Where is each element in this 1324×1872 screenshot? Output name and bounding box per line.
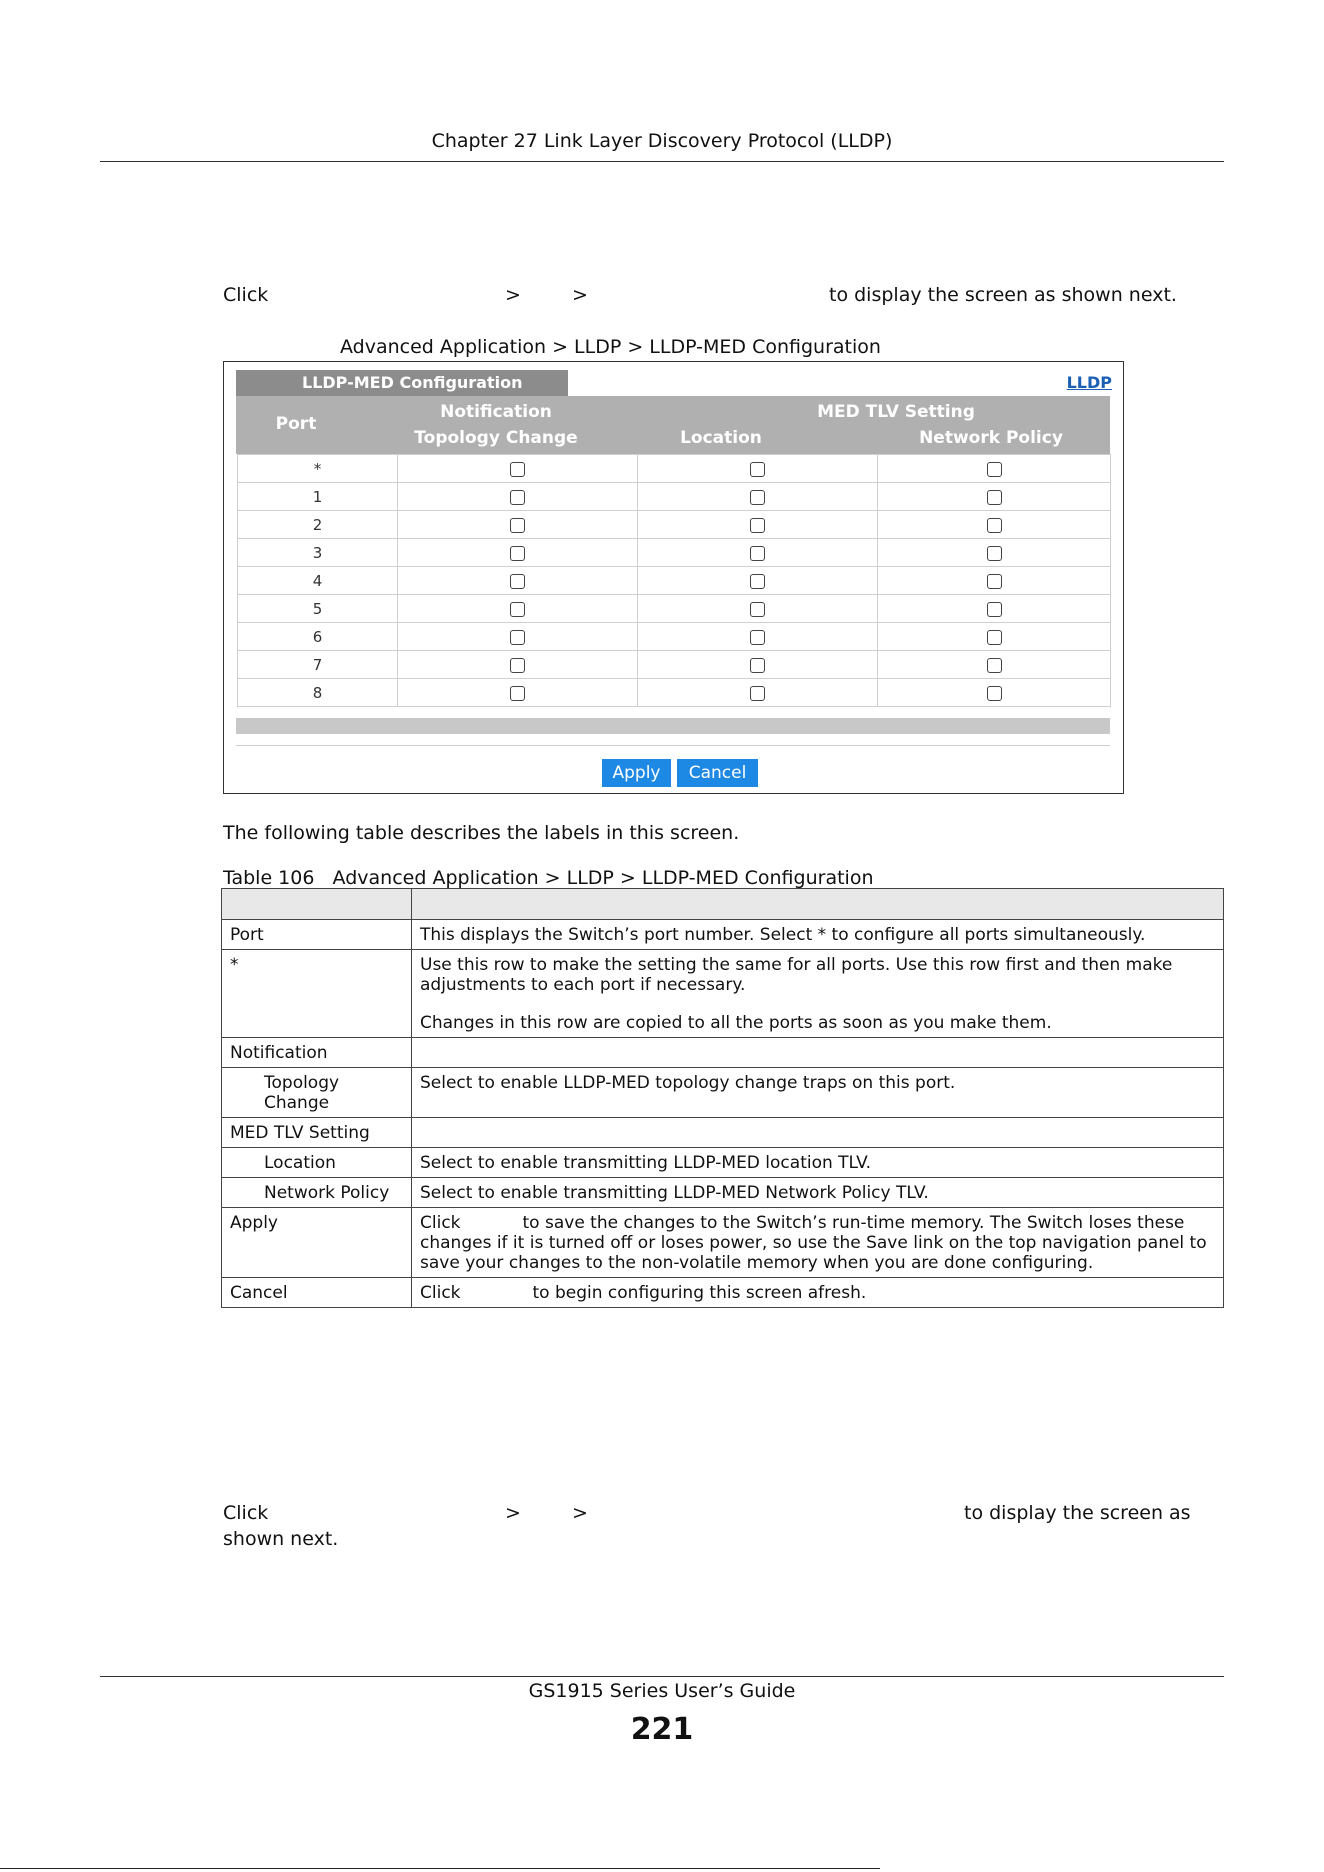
chapter-header: Chapter 27 Link Layer Discovery Protocol (LLDP) — [431, 130, 893, 152]
footer-guide: GS1915 Series User’s Guide — [528, 1680, 796, 1702]
table-row — [222, 1038, 1224, 1068]
table-row — [222, 1208, 1224, 1278]
desc-text: to begin configuring this screen afresh. — [532, 1283, 867, 1303]
col-topology-change: Topology Change — [414, 428, 578, 448]
table-row — [222, 1178, 1224, 1208]
footer-rule — [100, 1676, 1224, 1677]
table-row — [222, 950, 1224, 1038]
location-checkbox[interactable] — [750, 490, 765, 505]
location-checkbox[interactable] — [750, 630, 765, 645]
network-policy-checkbox[interactable] — [987, 630, 1002, 645]
table-row — [238, 483, 1111, 511]
port-cell: 3 — [238, 539, 398, 567]
desc-cell — [412, 950, 1224, 1038]
lldp-link[interactable]: LLDP — [1066, 373, 1112, 392]
location-checkbox[interactable] — [750, 518, 765, 533]
network-policy-checkbox[interactable] — [987, 518, 1002, 533]
desc-cell: This displays the Switch’s port number. Select * to configure all ports simultaneously. — [412, 920, 1224, 950]
label-cell: Notification — [222, 1038, 412, 1068]
location-checkbox[interactable] — [750, 686, 765, 701]
port-cell: * — [238, 455, 398, 483]
intro1-rest: to display the screen as shown next. — [829, 284, 1177, 306]
desc-paragraph: Use this row to make the setting the same for all ports. Use this row first and then make adjustments to each port if necessary. — [420, 955, 1173, 995]
intro2-sep2: > — [572, 1502, 588, 1524]
label-cell: Topology Change — [222, 1068, 412, 1118]
intro2-line2: shown next. — [223, 1528, 339, 1550]
location-checkbox[interactable] — [750, 658, 765, 673]
gui-table-footer — [236, 718, 1110, 734]
desc-cell — [412, 1118, 1224, 1148]
bottom-rule — [0, 1868, 880, 1869]
location-checkbox[interactable] — [750, 574, 765, 589]
tab-lldp-med-configuration[interactable]: LLDP-MED Configuration — [236, 370, 568, 396]
figure-title: Advanced Application > LLDP > LLDP-MED Configuration — [340, 336, 881, 358]
topology-checkbox[interactable] — [510, 546, 525, 561]
table-row — [238, 623, 1111, 651]
network-policy-checkbox[interactable] — [987, 574, 1002, 589]
table-row — [222, 1068, 1224, 1118]
desc-cell: Select to enable LLDP-MED topology change traps on this port. — [412, 1068, 1224, 1118]
network-policy-checkbox[interactable] — [987, 462, 1002, 477]
network-policy-checkbox[interactable] — [987, 658, 1002, 673]
location-checkbox[interactable] — [750, 546, 765, 561]
gui-separator — [236, 745, 1110, 746]
label-cell: MED TLV Setting — [222, 1118, 412, 1148]
group-med-tlv-setting: MED TLV Setting — [817, 402, 975, 422]
port-cell: 2 — [238, 511, 398, 539]
apply-button[interactable]: Apply — [602, 759, 671, 787]
header-rule — [100, 161, 1224, 162]
network-policy-checkbox[interactable] — [987, 686, 1002, 701]
location-checkbox[interactable] — [750, 462, 765, 477]
table-row — [238, 511, 1111, 539]
topology-checkbox[interactable] — [510, 574, 525, 589]
table-intro: The following table describes the labels in this screen. — [223, 822, 740, 844]
description-table — [221, 888, 1224, 1308]
page-number: 221 — [630, 1712, 694, 1747]
label-cell: Apply — [222, 1208, 412, 1278]
topology-checkbox[interactable] — [510, 630, 525, 645]
label-cell: Port — [222, 920, 412, 950]
table-row — [222, 1118, 1224, 1148]
label-cell: Location — [222, 1148, 412, 1178]
port-cell: 6 — [238, 623, 398, 651]
table-header-row — [222, 889, 1224, 920]
topology-checkbox[interactable] — [510, 518, 525, 533]
table-caption: Table 106 Advanced Application > LLDP > LLDP-MED Configuration — [223, 867, 874, 889]
desc-click: Click — [420, 1283, 461, 1303]
intro1-click: Click — [223, 284, 269, 306]
gui-port-table — [237, 454, 1111, 707]
network-policy-checkbox[interactable] — [987, 546, 1002, 561]
intro2-click: Click — [223, 1502, 269, 1524]
table-row — [238, 567, 1111, 595]
port-cell: 8 — [238, 679, 398, 707]
desc-click: Click — [420, 1213, 461, 1233]
topology-checkbox[interactable] — [510, 602, 525, 617]
desc-cell: Select to enable transmitting LLDP-MED Network Policy TLV. — [412, 1178, 1224, 1208]
topology-checkbox[interactable] — [510, 658, 525, 673]
table-row — [238, 595, 1111, 623]
port-cell: 5 — [238, 595, 398, 623]
desc-cell — [412, 1038, 1224, 1068]
desc-cell: Select to enable transmitting LLDP-MED location TLV. — [412, 1148, 1224, 1178]
desc-text: to save the changes to the Switch’s run-time memory. The Switch loses these changes if it is turned off or loses power, so use the Save link on the top navigation panel to save your changes to the non-volatile memory when you are done configuring. — [420, 1213, 1207, 1273]
port-cell: 1 — [238, 483, 398, 511]
port-cell: 4 — [238, 567, 398, 595]
intro2-sep1: > — [505, 1502, 521, 1524]
location-checkbox[interactable] — [750, 602, 765, 617]
cancel-button[interactable]: Cancel — [677, 759, 758, 787]
table-row — [238, 455, 1111, 483]
label-cell: Cancel — [222, 1278, 412, 1308]
desc-cell — [412, 1278, 1224, 1308]
intro1-sep1: > — [505, 284, 521, 306]
table-row — [238, 651, 1111, 679]
intro2-rest: to display the screen as — [964, 1502, 1191, 1524]
network-policy-checkbox[interactable] — [987, 602, 1002, 617]
topology-checkbox[interactable] — [510, 462, 525, 477]
col-location: Location — [680, 428, 762, 448]
col-network-policy: Network Policy — [919, 428, 1063, 448]
desc-cell — [412, 1208, 1224, 1278]
col-port: Port — [275, 414, 317, 434]
table-row — [222, 1148, 1224, 1178]
table-row — [222, 1278, 1224, 1308]
topology-checkbox[interactable] — [510, 686, 525, 701]
desc-paragraph: Changes in this row are copied to all the ports as soon as you make them. — [420, 1013, 1052, 1033]
topology-checkbox[interactable] — [510, 490, 525, 505]
gui-table-header — [236, 396, 1110, 454]
intro1-sep2: > — [572, 284, 588, 306]
table-row — [238, 679, 1111, 707]
label-cell: Network Policy — [222, 1178, 412, 1208]
table-row — [222, 920, 1224, 950]
port-cell: 7 — [238, 651, 398, 679]
network-policy-checkbox[interactable] — [987, 490, 1002, 505]
table-row — [238, 539, 1111, 567]
group-notification: Notification — [440, 402, 552, 422]
label-cell: * — [222, 950, 412, 1038]
